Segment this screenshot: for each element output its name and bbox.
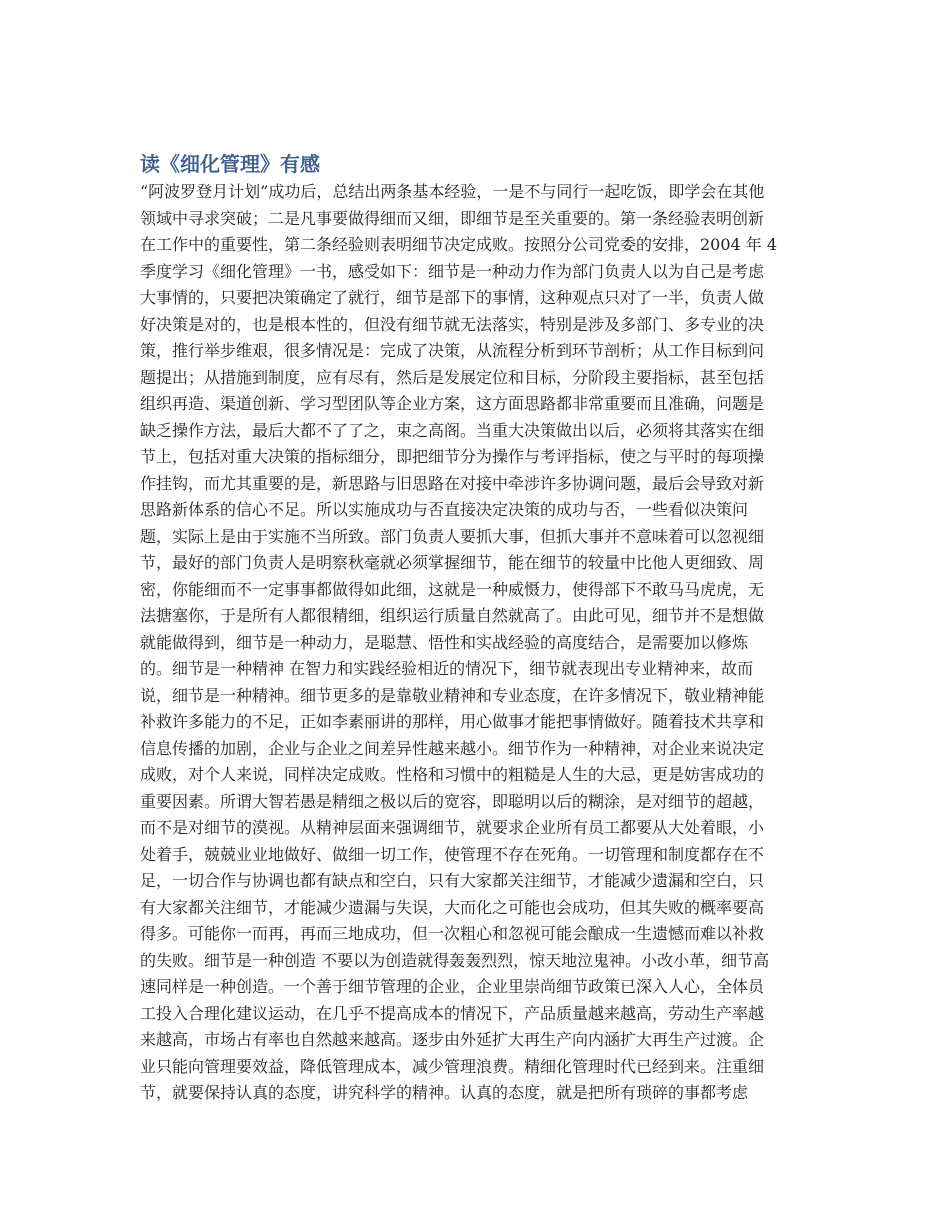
body-text-line: “阿波罗登月计划”成功后，总结出两条基本经验，一是不与同行一起吃饭，即学会在其他 xyxy=(140,182,765,201)
body-text-line: 得多。可能你一而再，再而三地成功，但一次粗心和忽视可能会酿成一生遗憾而难以补救 xyxy=(140,924,765,943)
body-text-line: 节，最好的部门负责人是明察秋毫就必须掌握细节，能在细节的较量中比他人更细致、周 xyxy=(140,553,765,572)
body-text-line: 领域中寻求突破；二是凡事要做得细而又细，即细节是至关重要的。第一条经验表明创新 xyxy=(140,208,765,228)
body-text-line: 的失败。细节是一种创造 不要以为创造就得轰轰烈烈，惊天地泣鬼神。小改小革，细节高 xyxy=(140,950,770,970)
body-text-line: 信息传播的加剧，企业与企业之间差异性越来越小。细节作为一种精神，对企业来说决定 xyxy=(140,738,765,758)
body-text-line: 处着手，兢兢业业地做好、做细一切工作，使管理不存在死角。一切管理和制度都存在不 xyxy=(140,844,765,864)
body-text-line: 大事情的，只要把决策确定了就行，细节是部下的事情，这种观点只对了一半，负责人做 xyxy=(140,288,765,307)
body-text-line: 季度学习《细化管理》一书，感受如下：细节是一种动力作为部门负责人以为自己是考虑 xyxy=(140,261,765,281)
body-text-line: 好决策是对的，也是根本性的，但没有细节就无法落实，特别是涉及多部门、多专业的决 xyxy=(140,314,765,334)
body-text-line: 来越高，市场占有率也自然越来越高。逐步由外延扩大再生产向内涵扩大再生产过渡。企 xyxy=(140,1030,765,1049)
body-text-line: 法搪塞你，于是所有人都很精细，组织运行质量自然就高了。由此可见，细节并不是想做 xyxy=(140,606,765,625)
document-body xyxy=(140,179,820,1107)
document-title: 读《细化管理》有感 xyxy=(140,152,320,176)
body-text-line: 速同样是一种创造。一个善于细节管理的企业，企业里崇尚细节政策已深入人心，全体员 xyxy=(140,977,765,996)
body-text-line: 说，细节是一种精神。细节更多的是靠敬业精神和专业态度，在许多情况下，敬业精神能 xyxy=(140,685,765,705)
body-text-line: 就能做得到，细节是一种动力，是聪慧、悟性和实战经验的高度结合，是需要加以修炼 xyxy=(140,632,749,652)
body-text-line: 成败，对个人来说，同样决定成败。性格和习惯中的粗糙是人生的大忌，更是妨害成功的 xyxy=(140,765,765,784)
body-text-line: 足，一切合作与协调也都有缺点和空白，只有大家都关注细节，才能减少遗漏和空白，只 xyxy=(140,871,765,890)
body-text-line: 题提出；从措施到制度，应有尽有，然后是发展定位和目标，分阶段主要指标，甚至包括 xyxy=(140,367,765,387)
body-text-line: 思路新体系的信心不足。所以实施成功与否直接决定决策的成功与否，一些看似决策问 xyxy=(140,500,749,519)
body-text-line: 密，你能细而不一定事事都做得如此细，这就是一种威慑力，使得部下不敢马马虎虎，无 xyxy=(140,579,765,599)
body-text-line: 策，推行举步维艰，很多情况是：完成了决策，从流程分析到环节剖析；从工作目标到问 xyxy=(140,341,765,360)
body-text-line: 工投入合理化建议运动，在几乎不提高成本的情况下，产品质量越来越高，劳动生产率越 xyxy=(140,1003,765,1023)
body-text-line: 重要因素。所谓大智若愚是精细之极以后的宽容，即聪明以后的糊涂，是对细节的超越， xyxy=(140,791,765,811)
body-text-line: 在工作中的重要性，第二条经验则表明细节决定成败。按照分公司党委的安排，2004 年 4 xyxy=(140,235,778,254)
body-text-line: 节，就要保持认真的态度，讲究科学的精神。认真的态度，就是把所有琐碎的事都考虑 xyxy=(140,1083,749,1102)
body-text-line: 组织再造、渠道创新、学习型团队等企业方案，这方面思路都非常重要而且准确，问题是 xyxy=(140,394,765,413)
body-text-line: 缺乏操作方法，最后大都不了了之，束之高阁。当重大决策做出以后，必须将其落实在细 xyxy=(140,420,765,440)
body-text-line: 作挂钩，而尤其重要的是，新思路与旧思路在对接中牵涉许多协调问题，最后会导致对新 xyxy=(140,473,765,493)
body-text-line: 补救许多能力的不足，正如李素丽讲的那样，用心做事才能把事情做好。随着技术共享和 xyxy=(140,712,765,731)
body-text-line: 有大家都关注细节，才能减少遗漏与失误，大而化之可能也会成功，但其失败的概率要高 xyxy=(140,897,765,917)
body-text-line: 的。细节是一种精神 在智力和实践经验相近的情况下，细节就表现出专业精神来，故而 xyxy=(140,659,754,678)
body-text-line: 业只能向管理要效益，降低管理成本，减少管理浪费。精细化管理时代已经到来。注重细 xyxy=(140,1056,765,1076)
body-text-line: 节上，包括对重大决策的指标细分，即把细节分为操作与考评指标，使之与平时的每项操 xyxy=(140,447,765,466)
body-text-line: 而不是对细节的漠视。从精神层面来强调细节，就要求企业所有员工都要从大处着眼，小 xyxy=(140,818,765,837)
body-text-line: 题，实际上是由于实施不当所致。部门负责人要抓大事，但抓大事并不意味着可以忽视细 xyxy=(140,526,765,546)
